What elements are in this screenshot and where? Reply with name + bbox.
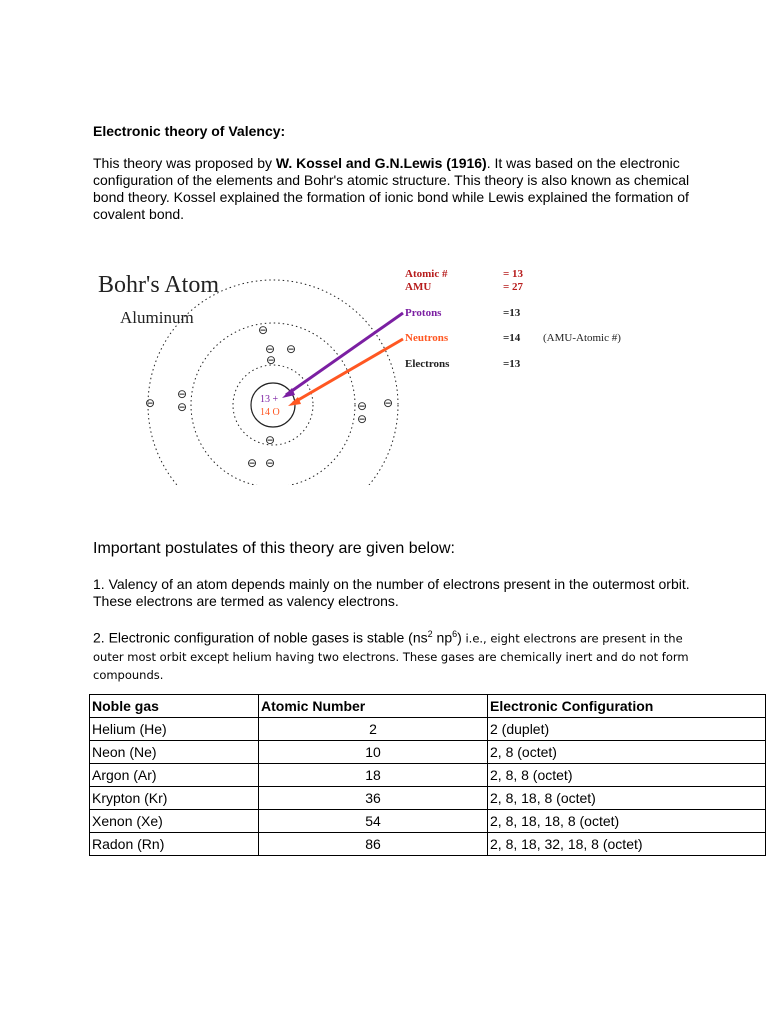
neutrons-value: =14 xyxy=(503,332,521,344)
cell-gas: Argon (Ar) xyxy=(90,764,259,787)
electron-icon: ⊖ xyxy=(265,353,277,367)
table-row xyxy=(90,718,766,741)
intro-prefix: This theory was proposed by xyxy=(93,155,276,171)
cell-configuration: 2, 8, 18, 32, 18, 8 (octet) xyxy=(488,833,766,856)
postulate-2-rest: i.e., eight electrons are present in the outer most orbit except helium having two electrons. These gases are chemically inert and do not form compounds. xyxy=(93,631,689,682)
electron-icon: ⊖ xyxy=(264,342,276,356)
electron-icon: ⊖ xyxy=(264,433,276,447)
cell-configuration: 2, 8, 18, 8 (octet) xyxy=(488,787,766,810)
table-row xyxy=(90,741,766,764)
electron-icon: ⊖ xyxy=(176,387,188,401)
protons-label: Protons xyxy=(405,307,442,319)
header-electronic-configuration: Electronic Configuration xyxy=(488,695,766,718)
postulate-2-close: ) xyxy=(457,629,462,646)
postulate-2-mid: np xyxy=(432,629,453,646)
cell-atomic-number: 18 xyxy=(259,764,488,787)
electron-icon: ⊖ xyxy=(264,456,276,470)
protons-value: =13 xyxy=(503,307,521,319)
protons-arrow xyxy=(286,313,403,395)
intro-authors: W. Kossel and G.N.Lewis (1916) xyxy=(275,155,487,171)
header-atomic-number: Atomic Number xyxy=(259,695,488,718)
electron-icon: ⊖ xyxy=(176,400,188,414)
amu-value: = 27 xyxy=(503,281,524,293)
neutrons-label: Neutrons xyxy=(405,332,449,344)
electron-icon: ⊖ xyxy=(356,399,368,413)
atomic-number-value: = 13 xyxy=(503,268,524,280)
cell-configuration: 2 (duplet) xyxy=(488,718,766,741)
header-noble-gas: Noble gas xyxy=(90,695,259,718)
intro-paragraph xyxy=(93,155,693,223)
cell-gas: Helium (He) xyxy=(90,718,259,741)
cell-configuration: 2, 8, 18, 18, 8 (octet) xyxy=(488,810,766,833)
atomic-number-label: Atomic # xyxy=(405,268,448,280)
cell-gas: Neon (Ne) xyxy=(90,741,259,764)
cell-atomic-number: 36 xyxy=(259,787,488,810)
nucleus-line2: 14 O xyxy=(260,407,280,418)
electrons-value: =13 xyxy=(503,358,521,370)
amu-label: AMU xyxy=(405,281,432,293)
nucleus-line1: 13 + xyxy=(260,394,279,405)
bohr-atom-diagram xyxy=(88,255,678,485)
electron-icon: ⊖ xyxy=(246,456,258,470)
cell-atomic-number: 10 xyxy=(259,741,488,764)
electron-icon: ⊖ xyxy=(382,396,394,410)
table-row xyxy=(90,764,766,787)
intro-rest: . It was based on the electronic configuration of the elements and Bohr's atomic structure. This theory is also known as chemical bond theory. Kossel explained the formation of ionic bond while Lewis explained the formation of covalent bond. xyxy=(93,155,690,222)
table-row xyxy=(90,787,766,810)
cell-gas: Xenon (Xe) xyxy=(90,810,259,833)
table-row xyxy=(90,810,766,833)
cell-atomic-number: 86 xyxy=(259,833,488,856)
table-row xyxy=(90,833,766,856)
postulates-title: Important postulates of this theory are given below: xyxy=(93,540,455,557)
cell-gas: Krypton (Kr) xyxy=(90,787,259,810)
neutrons-note: (AMU-Atomic #) xyxy=(543,332,621,344)
electrons-label: Electrons xyxy=(405,358,450,370)
neutrons-arrow xyxy=(293,339,403,403)
cell-gas: Radon (Rn) xyxy=(90,833,259,856)
cell-configuration: 2, 8, 8 (octet) xyxy=(488,764,766,787)
section-heading: Electronic theory of Valency: xyxy=(93,123,286,139)
postulate-2-sup2: 6 xyxy=(452,629,458,639)
noble-gas-table xyxy=(89,694,766,856)
cell-atomic-number: 2 xyxy=(259,718,488,741)
electron-icon: ⊖ xyxy=(285,342,297,356)
electron-icon: ⊖ xyxy=(257,323,269,337)
nucleus xyxy=(251,383,295,427)
cell-atomic-number: 54 xyxy=(259,810,488,833)
postulate-2 xyxy=(93,626,693,684)
postulate-1: 1. Valency of an atom depends mainly on the number of electrons present in the outermost orbit. These electrons are termed as valency electrons. xyxy=(93,576,690,609)
diagram-element: Aluminum xyxy=(120,308,194,327)
diagram-title: Bohr's Atom xyxy=(98,272,220,298)
electron-icon: ⊖ xyxy=(356,412,368,426)
postulate-2-sup1: 2 xyxy=(427,629,433,639)
cell-configuration: 2, 8 (octet) xyxy=(488,741,766,764)
postulate-2-prefix: 2. Electronic configuration of noble gases is stable (ns xyxy=(93,629,428,646)
electron-icon: ⊖ xyxy=(144,396,156,410)
table-header-row xyxy=(90,695,766,718)
